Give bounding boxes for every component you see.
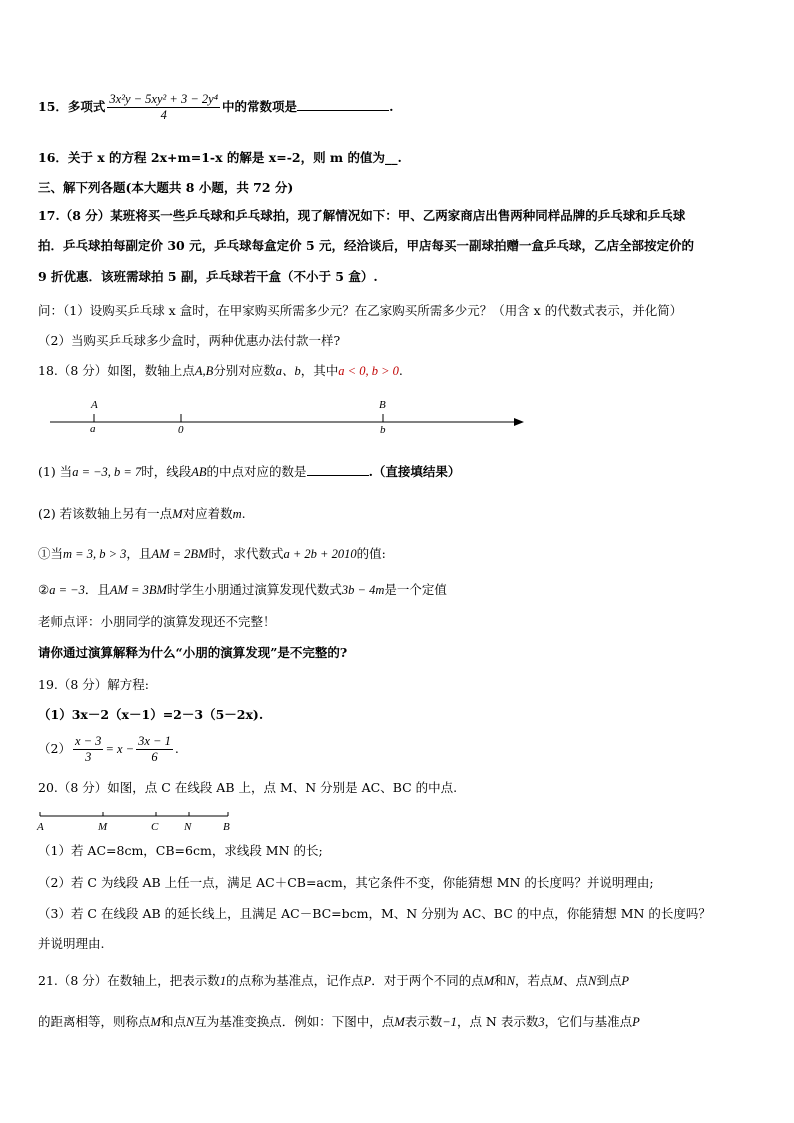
q18-p2-var: m — [232, 507, 242, 521]
q15-denominator: 4 — [160, 108, 167, 122]
q19-frac2-num: 3x − 1 — [138, 734, 171, 748]
q18-c1-expr: a + 2b + 2010 — [283, 547, 357, 561]
q18-p1-text2: 时，线段 — [141, 464, 192, 479]
q21-l2-text2: 和点 — [160, 1014, 186, 1029]
q15-suffix: 中的常数项是 — [222, 99, 298, 114]
question-16: 16．关于 x 的方程 2x+m=1-x 的解是 x=-2，则 m 的值为__. — [38, 150, 402, 165]
q18-p1-answer-blank[interactable] — [307, 463, 369, 476]
q21-point-p2: P — [621, 974, 629, 988]
q21-text5: ，若点 — [515, 973, 553, 988]
q19-eq2-mid: = x − — [105, 742, 135, 756]
q18-c1-text2: ，且 — [126, 546, 152, 561]
q21-n2: N — [587, 974, 597, 988]
q21-text2: 的点称为基准点，记作点 — [226, 973, 364, 988]
q21-l2-text5: ，点 N 表示数 — [456, 1014, 539, 1029]
q21-l2-text3: 互为基准变换点．例如：下图中，点 — [194, 1014, 395, 1029]
q21-l2-m2: M — [394, 1015, 405, 1029]
q18-p2-end: . — [241, 506, 246, 521]
seg-label-B: B — [223, 821, 230, 833]
q18-intro — [38, 363, 403, 379]
q21-text6: 、点 — [562, 973, 588, 988]
q21-text4: 和 — [494, 973, 507, 988]
q18-c1-eq: AM = 2BM — [151, 547, 209, 561]
q20-sub3: （3）若 C 在线段 AB 的延长线上，且满足 AC－BC=bcm，M、N 分别为 AC、BC 的中点，你能猜想 MN 的长度吗？ — [38, 906, 711, 921]
q18-intro-end: . — [398, 363, 403, 378]
q18-c2-cond: a = −3 — [49, 583, 85, 597]
axis-arrow-icon — [514, 418, 524, 426]
q18-intro-text3: ，其中 — [300, 363, 339, 378]
q18-c1-cond: m = 3, b > 3 — [63, 547, 127, 561]
q18-p2-point: M — [172, 507, 183, 521]
q19-eq2 — [38, 734, 179, 765]
q18-c2-text3: 时学生小朋通过演算发现代数式 — [166, 582, 342, 597]
section-3-title: 三、解下列各题(本大题共 8 小题，共 72 分) — [38, 180, 294, 195]
q21-l2-text6: ，它们与基准点 — [544, 1014, 633, 1029]
seg-label-A: A — [37, 821, 44, 833]
q21-text3: ．对于两个不同的点 — [371, 973, 484, 988]
q18-part2 — [38, 506, 246, 522]
label-a: a — [90, 423, 96, 435]
q18-part1 — [38, 463, 460, 480]
q19-frac1-num: x − 3 — [74, 734, 102, 748]
q21-m2: M — [552, 974, 563, 988]
q21-l2-m: M — [150, 1015, 161, 1029]
q20-segment-figure — [36, 808, 246, 834]
seg-label-M: M — [98, 821, 108, 833]
q21-l2-val2: 3 — [538, 1015, 545, 1029]
q21-n1: N — [506, 974, 516, 988]
q19-frac2 — [136, 734, 173, 765]
q18-c2-text: ② — [38, 582, 50, 597]
q18-c2-eq: AM = 3BM — [109, 583, 167, 597]
q18-p1-end: .（直接填结果） — [368, 464, 461, 479]
q18-c2-text2: ．且 — [84, 582, 110, 597]
q18-intro-text2: 分别对应数 — [213, 363, 276, 378]
q21-l2-text: 的距离相等，则称点 — [38, 1014, 151, 1029]
q18-comment: 老师点评：小朋同学的演算发现还不完整！ — [38, 614, 276, 629]
q18-intro-text: 18.（8 分）如图，数轴上点 — [38, 363, 195, 378]
q18-points: A,B — [194, 364, 214, 378]
label-b: b — [380, 424, 386, 436]
label-zero: 0 — [178, 424, 184, 436]
q18-case1 — [38, 546, 386, 562]
q19-eq2-label: （2） — [38, 741, 71, 756]
question-15 — [38, 92, 393, 123]
q21-num: 1 — [219, 974, 227, 988]
q21-l2-n: N — [185, 1015, 195, 1029]
q15-fraction — [107, 92, 220, 123]
q19-frac2-den: 6 — [151, 750, 158, 764]
q20-title: 20.（8 分）如图，点 C 在线段 AB 上，点 M、N 分别是 AC、BC 的中点. — [38, 780, 458, 795]
q21-l2-point-p: P — [632, 1015, 640, 1029]
q19-frac1 — [73, 734, 103, 765]
seg-label-C: C — [151, 821, 159, 833]
q19-frac1-den: 3 — [85, 750, 92, 764]
q17-line1: 17.（8 分）某班将买一些乒乓球和乒乓球拍，现了解情况如下：甲、乙两家商店出售两种同样品牌的乒乓球和乒乓球 — [38, 208, 686, 223]
q19-title: 19.（8 分）解方程: — [38, 677, 150, 692]
q21-text7: 到点 — [596, 973, 622, 988]
q17-line4: 问：（1）设购买乒乓球 x 盒时，在甲家购买所需多少元？在乙家购买所需多少元？（用含 x 的代数式表示，并化简） — [38, 303, 683, 318]
q15-answer-blank[interactable] — [297, 98, 389, 111]
q21-line2 — [38, 1014, 640, 1030]
q18-c2-expr: 3b − 4m — [341, 583, 385, 597]
q18-c2-end: 是一个定值 — [384, 582, 447, 597]
q21-l2-text4: 表示数 — [404, 1014, 443, 1029]
q18-number-line — [46, 396, 526, 436]
q18-numbers: a、b — [275, 364, 301, 378]
q18-condition: a < 0, b > 0 — [338, 364, 399, 378]
q15-numerator: 3x²y − 5xy² + 3 − 2y⁴ — [109, 92, 219, 106]
q20-sub1: （1）若 AC=8cm，CB=6cm，求线段 MN 的长; — [38, 843, 323, 858]
q20-sub2: （2）若 C 为线段 AB 上任一点，满足 AC＋CB=acm，其它条件不变，你能猜想 MN 的长度吗？并说明理由; — [38, 875, 654, 890]
q21-m1: M — [483, 974, 495, 988]
q17-line2: 拍．乒乓球拍每副定价 30 元，乒乓球每盒定价 5 元，经洽谈后，甲店每买一副球拍赠一盒乒乓球，乙店全部按定价的 — [38, 238, 695, 253]
q18-p1-values: a = −3, b = 7 — [72, 465, 142, 479]
label-B: B — [379, 399, 386, 411]
q17-line5: （2）当购买乒乓球多少盒时，两种优惠办法付款一样? — [38, 333, 341, 348]
q20-sub4: 并说明理由. — [38, 936, 105, 951]
q18-case2 — [38, 582, 447, 598]
q19-eq1: （1）3x－2（x－1）=2－3（5－2x). — [38, 707, 264, 722]
q15-end: . — [389, 99, 394, 114]
label-A: A — [91, 399, 98, 411]
q18-c1-text3: 时，求代数式 — [208, 546, 284, 561]
q15-label: 15．多项式 — [38, 99, 106, 114]
q18-p1-text: (1) 当 — [38, 464, 73, 479]
q18-c1-text: ①当 — [38, 546, 64, 561]
seg-label-N: N — [184, 821, 192, 833]
q21-point-p: P — [363, 974, 372, 988]
q21-l2-val1: −1 — [442, 1015, 457, 1029]
q18-c1-end: 的值: — [356, 546, 386, 561]
q21-line1 — [38, 973, 629, 989]
q18-p1-segment: AB — [191, 465, 207, 479]
q21-text: 21.（8 分）在数轴上，把表示数 — [38, 973, 220, 988]
q18-ask: 请你通过演算解释为什么“小朋的演算发现”是不完整的? — [38, 645, 348, 660]
q18-p2-text2: 对应着数 — [182, 506, 233, 521]
q19-eq2-end: . — [174, 741, 179, 756]
q18-p2-text: (2) 若该数轴上另有一点 — [38, 506, 173, 521]
q18-p1-text3: 的中点对应的数是 — [206, 464, 307, 479]
q17-line3: 9 折优惠．该班需球拍 5 副，乒乓球若干盒（不小于 5 盒）. — [38, 269, 378, 284]
